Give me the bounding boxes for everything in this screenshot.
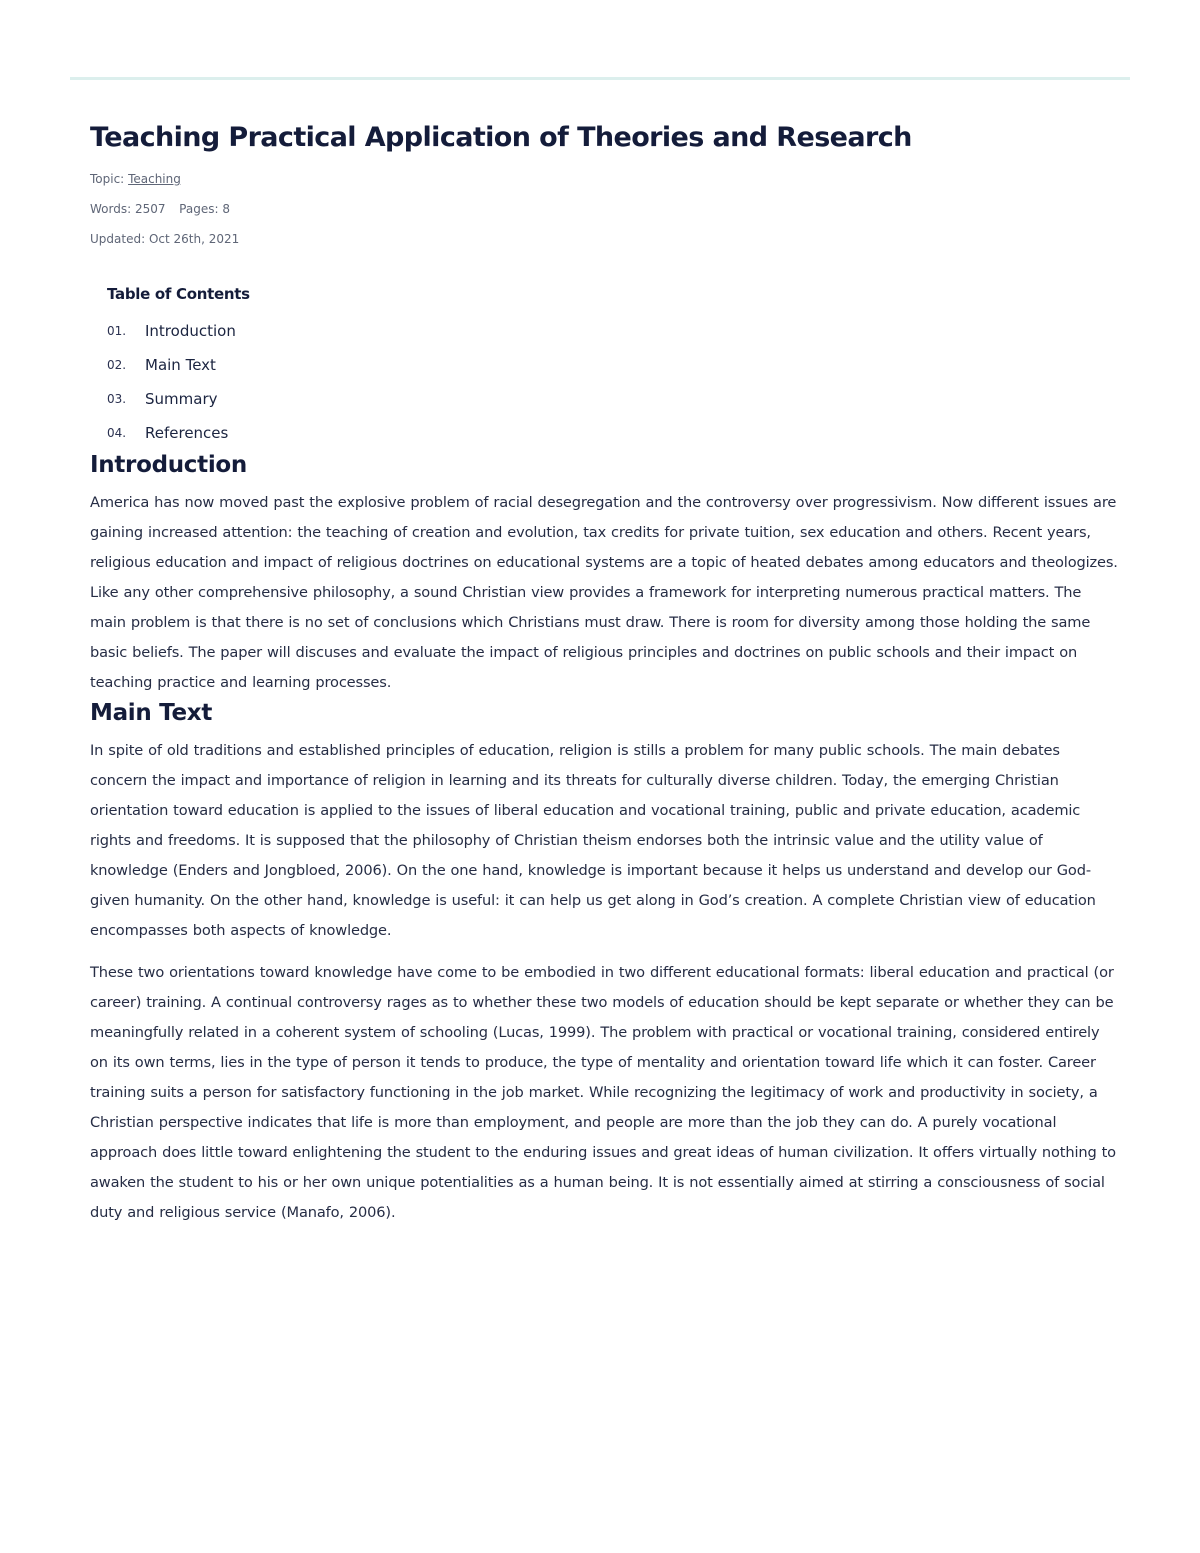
paragraph: America has now moved past the explosive problem of racial desegregation and the controversy over progressivism. Now different issues are gaining increased attention: the teaching of creation and evolution, tax credits for private tuition, sex education and others. Recent years, religious education and impact of religious doctrines on educational systems are a topic of heated debates among educators and theologizes. Like any other comprehensive philosophy, a sound Christian view provides a framework for interpreting numerous practical matters. The main problem is that there is no set of conclusions which Christians must draw. There is room for diversity among those holding the same basic beliefs. The paper will discuses and evaluate the impact of religious principles and doctrines on public schools and their impact on teaching practice and learning processes. xyxy=(90,494,1118,691)
toc-title: Table of Contents xyxy=(107,285,250,303)
paragraph: These two orientations toward knowledge have come to be embodied in two different educational formats: liberal education and practical (or career) training. A continual controversy rages as to whether these two models of education should be kept separate or whether they can be meaningfully related in a coherent system of schooling (Lucas, 1999). The problem with practical or vocational training, considered entirely on its own terms, lies in the type of person it tends to produce, the type of mentality and orientation toward life which it can foster. Career training suits a person for satisfactory functioning in the job market. While recognizing the legitimacy of work and productivity in society, a Christian perspective indicates that life is more than employment, and people are more than the job they can do. A purely vocational approach does little toward enlightening the student to the enduring issues and great ideas of human civilization. It offers virtually nothing to awaken the student to his or her own unique potentialities as a human being. It is not essentially aimed at stirring a consciousness of social duty and religious service (Manafo, 2006). xyxy=(90,964,1116,1221)
toc-item-summary[interactable] xyxy=(107,382,1120,416)
topic-label: Topic: xyxy=(90,172,125,186)
document-title: Teaching Practical Application of Theories and Research xyxy=(90,122,912,153)
updated-value: Oct 26th, 2021 xyxy=(148,232,240,246)
word-page-count xyxy=(90,201,1120,217)
toc-item-number: 02. xyxy=(107,358,127,372)
pages-value: 8 xyxy=(222,202,230,216)
topic-link[interactable]: Teaching xyxy=(128,172,181,186)
toc-item-number: 04. xyxy=(107,426,127,440)
toc-item-number: 03. xyxy=(107,392,127,406)
words-value: 2507 xyxy=(134,202,166,216)
toc-item-label[interactable]: Summary xyxy=(145,390,218,408)
top-divider xyxy=(70,77,1130,80)
section-main-text xyxy=(90,698,1120,1228)
toc-item-label[interactable]: Main Text xyxy=(145,356,216,374)
words-label: Words: xyxy=(90,202,132,216)
section-heading-introduction: Introduction xyxy=(90,452,247,478)
toc-item-number: 01. xyxy=(107,324,127,338)
toc-item-introduction[interactable] xyxy=(107,314,1120,348)
document-body xyxy=(90,118,1120,1228)
table-of-contents xyxy=(107,284,1120,450)
section-introduction xyxy=(90,450,1120,698)
section-heading-main-text: Main Text xyxy=(90,700,213,726)
paragraph: In spite of old traditions and established principles of education, religion is stills a problem for many public schools. The main debates concern the impact and importance of religion in learning and its threats for culturally diverse children. Today, the emerging Christian orientation toward education is applied to the issues of liberal education and vocational training, public and private education, academic rights and freedoms. It is supposed that the philosophy of Christian theism endorses both the intrinsic value and the utility value of knowledge (Enders and Jongbloed, 2006). On the one hand, knowledge is important because it helps us understand and develop our God-given humanity. On the other hand, knowledge is useful: it can help us get along in God’s creation. A complete Christian view of education encompasses both aspects of knowledge. xyxy=(90,742,1096,939)
topic-meta xyxy=(90,171,1120,187)
pages-label: Pages: xyxy=(179,202,219,216)
updated-meta xyxy=(90,231,1120,247)
toc-item-label[interactable]: Introduction xyxy=(145,322,236,340)
toc-item-label[interactable]: References xyxy=(145,424,229,442)
toc-item-references[interactable] xyxy=(107,416,1120,450)
toc-list xyxy=(107,314,1120,450)
toc-item-main-text[interactable] xyxy=(107,348,1120,382)
updated-label: Updated: xyxy=(90,232,146,246)
